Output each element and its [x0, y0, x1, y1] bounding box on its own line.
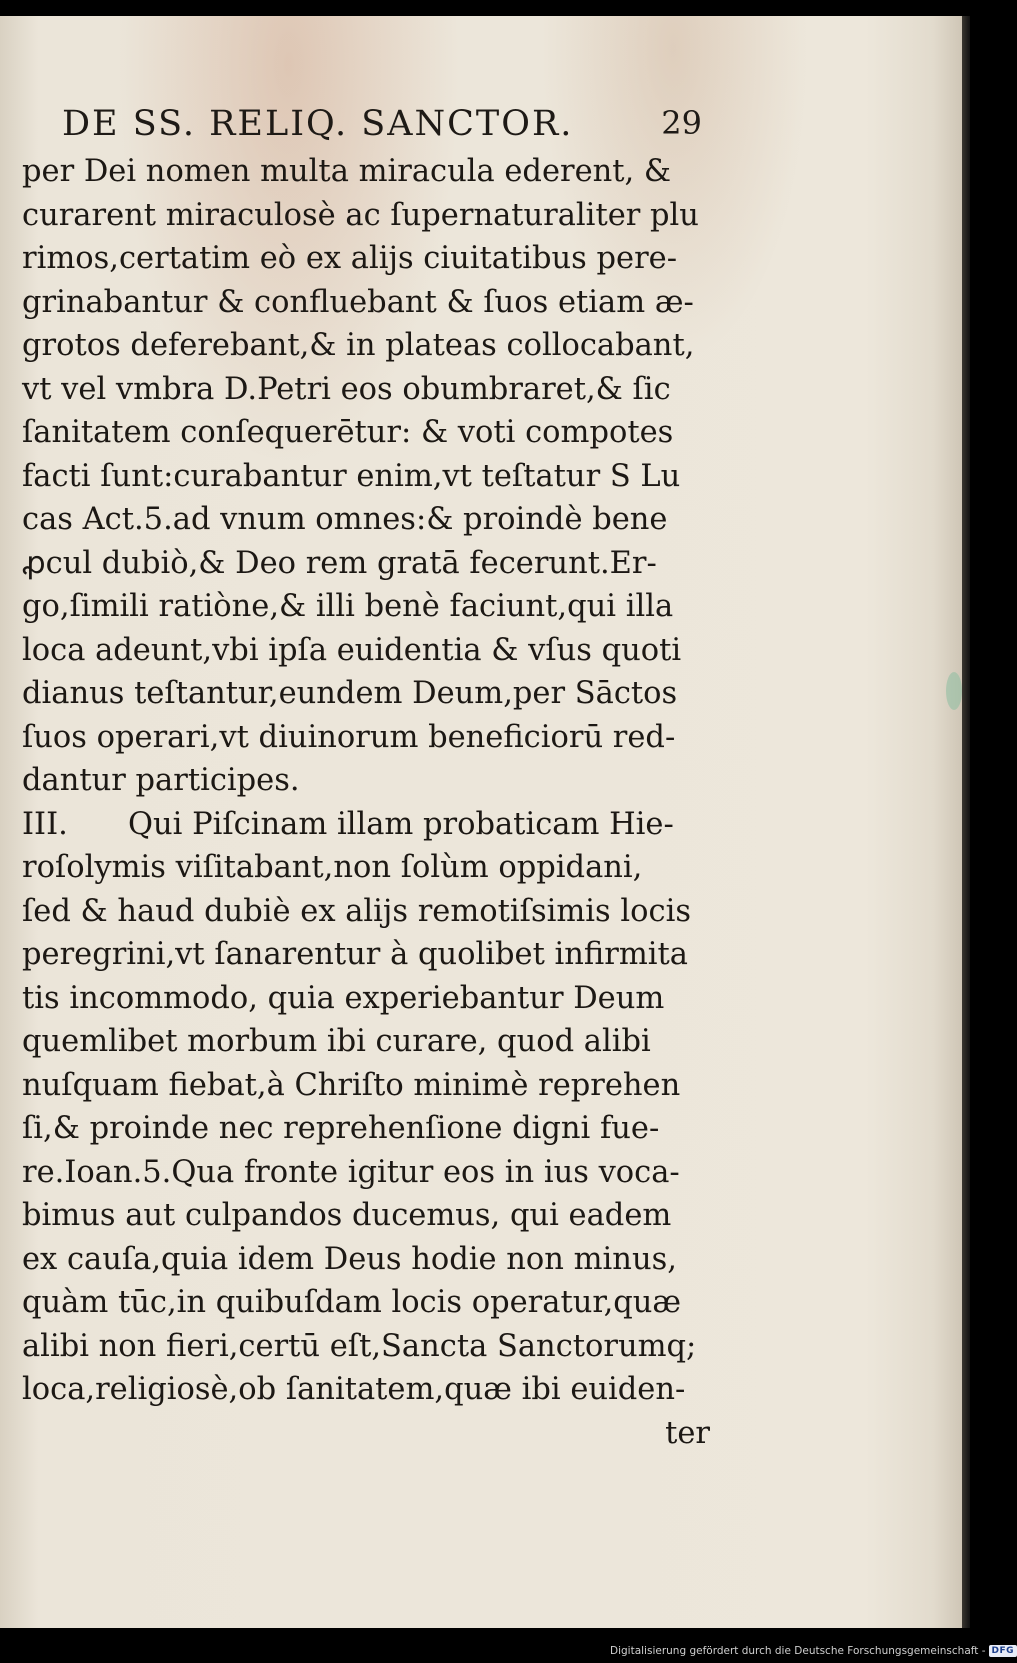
text-line: per Dei nomen multa miracula ederent, & — [22, 154, 672, 189]
section-number: III. — [22, 806, 68, 842]
text-line: peregrini,vt ſanarentur à quolibet infirmita — [22, 937, 688, 972]
body-text — [22, 150, 712, 1455]
text-line: cas Act.5.ad vnum omnes:& proindè bene — [22, 502, 668, 537]
text-line: re.Ioan.5.Qua fronte igitur eos in ius voca- — [22, 1154, 680, 1190]
text-line: grotos deferebant,& in plateas collocabant, — [22, 328, 695, 363]
page-number: 29 — [661, 104, 702, 142]
text-line: ſuos operari,vt diuinorum beneficiorū red- — [22, 719, 676, 755]
text-line: loca,religiosè,ob ſanitatem,quæ ibi euiden- — [22, 1372, 686, 1407]
text-line: facti ſunt:curabantur enim,vt teſtatur S Lu — [22, 458, 681, 494]
page-edge-shadow — [962, 16, 970, 1628]
digitization-credit — [610, 1643, 1017, 1659]
text-line: curarent miraculosè ac ſupernaturaliter plu — [22, 197, 699, 233]
text-line: ex cauſa,quia idem Deus hodie non minus, — [22, 1241, 677, 1277]
text-line: dantur participes. — [22, 763, 300, 798]
text-line: loca adeunt,vbi ipſa euidentia & vſus quoti — [22, 632, 682, 668]
running-title: DE SS. RELIQ. SANCTOR. — [62, 104, 574, 144]
text-line: quemlibet morbum ibi curare, quod alibi — [22, 1024, 651, 1059]
text-line: dianus teſtantur,eundem Deum,per Sāctos — [22, 676, 678, 711]
credit-text: Digitalisierung gefördert durch die Deutsche Forschungsgemeinschaft - — [610, 1645, 986, 1657]
text-line: roſolymis viſitabant,non ſolùm oppidani, — [22, 850, 643, 885]
section-start-line — [22, 803, 712, 847]
dfg-logo-icon: DFG — [989, 1645, 1017, 1657]
text-line: bimus aut culpandos ducemus, qui eadem — [22, 1198, 672, 1233]
text-line: ꝓcul dubiò,& Deo rem gratā fecerunt.Er- — [22, 545, 657, 581]
paper-stain — [946, 672, 962, 710]
text-line: go,ſimili ratiòne,& illi benè faciunt,qui illa — [22, 589, 674, 624]
text-line: ſed & haud dubiè ex alijs remotiſsimis locis — [22, 893, 691, 929]
text-line: vt vel vmbra D.Petri eos obumbraret,& ſic — [22, 371, 671, 407]
text-line: ſanitatem conſequerētur: & voti compotes — [22, 415, 674, 450]
text-line: grinabantur & confluebant & ſuos etiam æ- — [22, 284, 694, 320]
text-line: alibi non fieri,certū eſt,Sancta Sanctorumq; — [22, 1328, 697, 1364]
text-line: ſi,& proinde nec reprehenſione digni fue- — [22, 1111, 660, 1146]
section-first-text: Qui Piſcinam illam probaticam Hie- — [128, 806, 674, 842]
text-line: tis incommodo, quia experiebantur Deum — [22, 980, 665, 1016]
text-line: rimos,certatim eò ex alijs ciuitatibus pere- — [22, 241, 678, 276]
text-line: nuſquam fiebat,à Chriſto minimè reprehen — [22, 1067, 681, 1103]
text-line: quàm tūc,in quibuſdam locis operatur,quæ — [22, 1285, 682, 1320]
catchword: ter — [665, 1415, 710, 1451]
